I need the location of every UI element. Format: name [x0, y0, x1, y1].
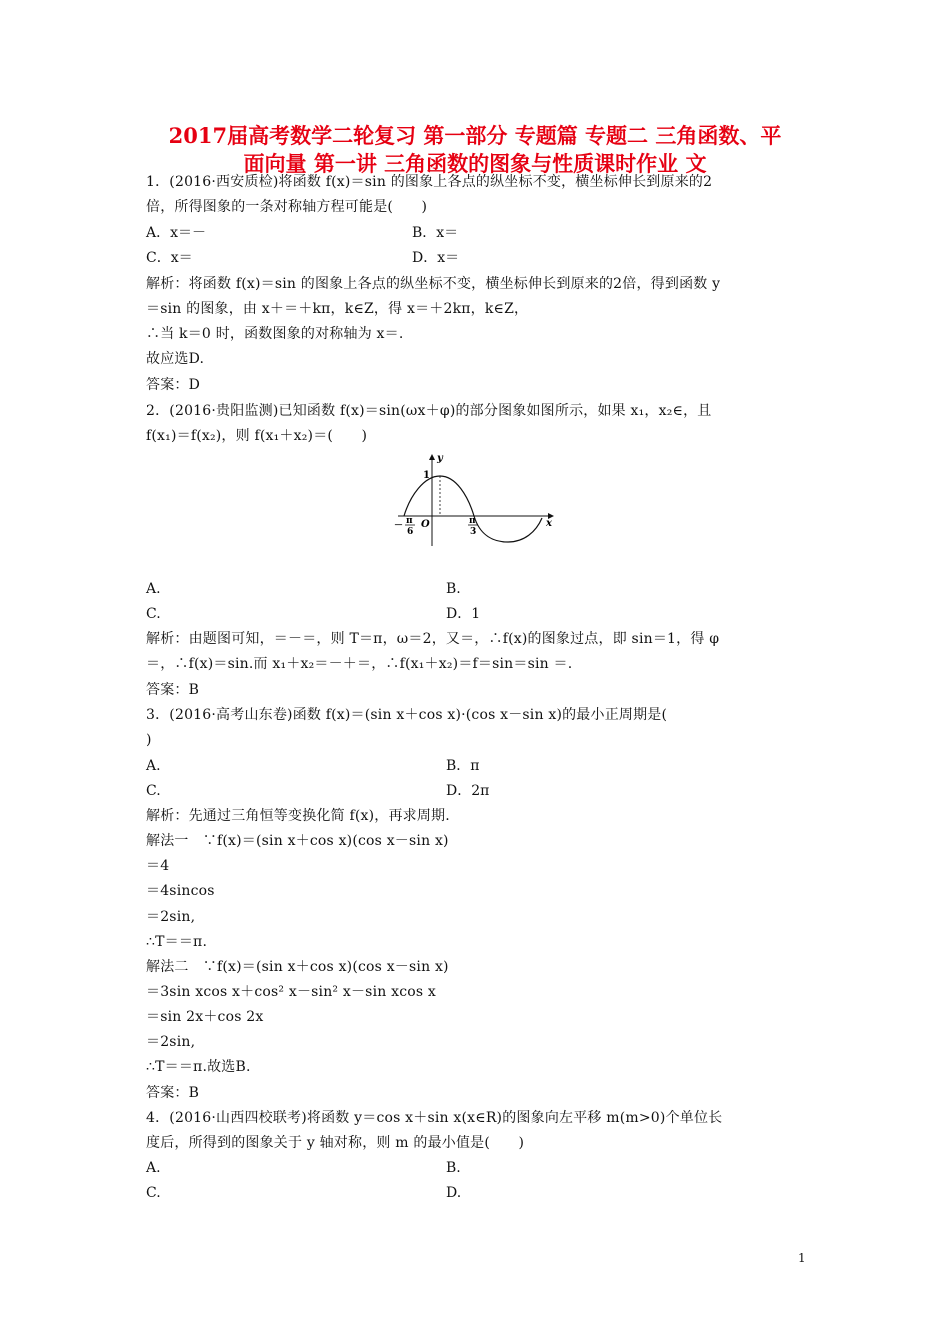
sine-graph-figure: [390, 452, 560, 552]
label-three: 3: [470, 527, 477, 537]
q3-solution-intro: 解析：先通过三角恒等变换化简 f(x)，再求周期.: [146, 808, 450, 824]
label-pi-neg: π: [406, 516, 413, 526]
q3-option-a: A.: [146, 758, 161, 774]
label-origin: O: [421, 519, 430, 530]
q3-option-d: D．2π: [446, 783, 490, 799]
q3-answer: 答案：B: [146, 1085, 200, 1101]
label-minus-sign: －: [394, 521, 404, 531]
q2-stem-line-2: f(x₁)＝f(x₂)，则 f(x₁＋x₂)＝( ): [146, 428, 368, 444]
q4-option-d: D.: [446, 1185, 462, 1201]
q3-method2-line-3: ＝sin 2x＋cos 2x: [146, 1009, 264, 1025]
q1-solution-line-1: 解析：将函数 f(x)＝sin 的图象上各点的纵坐标不变，横坐标伸长到原来的2倍，得到函数 y: [146, 276, 721, 292]
q1-option-a: A．x＝－: [146, 225, 207, 241]
q4-stem-line-1: 4．(2016·山西四校联考)将函数 y＝cos x＋sin x(x∈R)的图象向左平移 m(m>0)个单位长: [146, 1110, 723, 1126]
q1-option-b: B．x＝: [412, 225, 459, 241]
q2-solution-line-1: 解析：由题图可知，＝－＝，则 T＝π，ω＝2，又＝，∴f(x)的图象过点，即 sin＝1，得 φ: [146, 631, 720, 647]
q3-method1-line-2: ＝4: [146, 858, 170, 874]
label-one: 1: [423, 470, 430, 481]
q1-option-c: C．x＝: [146, 250, 193, 266]
q2-answer: 答案：B: [146, 682, 200, 698]
q1-answer: 答案：D: [146, 377, 201, 393]
page-number: 1: [798, 1251, 806, 1265]
q3-method1-line-3: ＝4sincos: [146, 883, 215, 899]
q3-method2-line-2: ＝3sin xcos x＋cos² x－sin² x－sin xcos x: [146, 984, 437, 1000]
q4-stem-line-2: 度后，所得到的图象关于 y 轴对称，则 m 的最小值是( ): [146, 1135, 525, 1151]
q3-option-b: B．π: [446, 758, 480, 774]
title-line-1: 2017届高考数学二轮复习 第一部分 专题篇 专题二 三角函数、平: [168, 123, 782, 148]
q2-option-a: A.: [146, 581, 161, 597]
q3-option-c: C.: [146, 783, 161, 799]
q2-solution-line-2: ＝，∴f(x)＝sin.而 x₁＋x₂＝－＋＝，∴f(x₁＋x₂)＝f＝sin＝sin ＝.: [146, 656, 573, 672]
q1-solution-line-2: ＝sin 的图象，由 x＋＝＋kπ，k∈Z，得 x＝＋2kπ，k∈Z，: [146, 301, 529, 317]
q3-method1-line-5: ∴T＝＝π.: [146, 934, 208, 950]
q3-method2-line-5: ∴T＝＝π.故选B.: [146, 1059, 251, 1075]
q2-option-b: B.: [446, 581, 461, 597]
q3-stem-line-2: ): [146, 732, 152, 748]
y-axis-arrow: [429, 454, 435, 460]
label-pi-pos: π: [469, 516, 476, 526]
q2-option-d: D．1: [446, 606, 481, 622]
q1-option-d: D．x＝: [412, 250, 460, 266]
q3-method2-line-4: ＝2sin,: [146, 1034, 196, 1050]
title-line-2: 面向量 第一讲 三角函数的图象与性质课时作业 文: [243, 151, 707, 176]
q1-stem-line-2: 倍，所得图象的一条对称轴方程可能是( ): [146, 199, 428, 215]
q1-stem-line-1: 1．(2016·西安质检)将函数 f(x)＝sin 的图象上各点的纵坐标不变，横坐标伸长到原来的2: [146, 174, 713, 190]
label-x: x: [546, 518, 552, 529]
document-title: [120, 122, 830, 178]
q4-option-c: C.: [146, 1185, 161, 1201]
q4-option-a: A.: [146, 1160, 161, 1176]
q1-solution-line-4: 故应选D.: [146, 351, 205, 367]
q3-method1-line-1: 解法一 ∵f(x)＝(sin x＋cos x)(cos x－sin x): [146, 833, 449, 849]
q3-stem-line-1: 3．(2016·高考山东卷)函数 f(x)＝(sin x＋cos x)·(cos x－sin x)的最小正周期是(: [146, 707, 668, 723]
q3-method1-line-4: ＝2sin,: [146, 909, 196, 925]
q2-stem-line-1: 2．(2016·贵阳监测)已知函数 f(x)＝sin(ωx＋φ)的部分图象如图所示，如果 x₁，x₂∈，且: [146, 403, 712, 419]
label-six: 6: [407, 527, 414, 537]
q4-option-b: B.: [446, 1160, 461, 1176]
q1-solution-line-3: ∴当 k＝0 时，函数图象的对称轴为 x＝.: [146, 326, 404, 342]
q3-method2-line-1: 解法二 ∵f(x)＝(sin x＋cos x)(cos x－sin x): [146, 959, 449, 975]
label-y: y: [437, 453, 443, 464]
q2-option-c: C.: [146, 606, 161, 622]
